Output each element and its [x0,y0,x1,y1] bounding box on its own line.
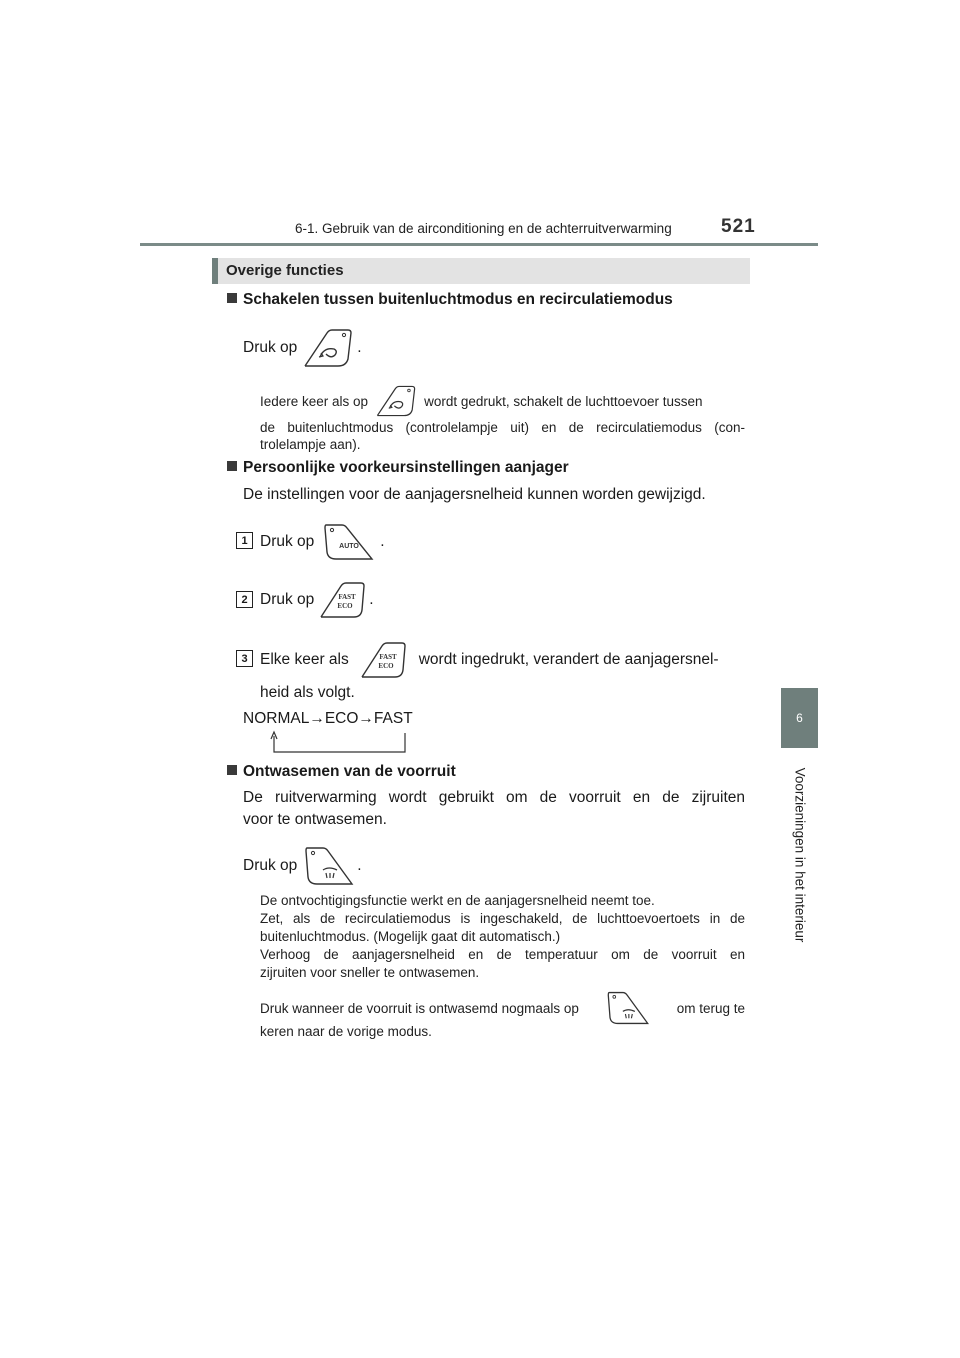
recirc-note-post: wordt gedrukt, schakelt de luchttoevoer tussen [424,393,703,409]
blower-step-3-cont: heid als volgt. [260,684,355,701]
section-bar [212,258,750,284]
auto-button-icon [322,522,376,562]
defog-intro-line2: voor te ontwasemen. [243,811,387,828]
blower-heading [227,459,569,477]
blower-intro: De instellingen voor de aanjagersnelheid kunnen worden gewijzigd. [243,486,706,503]
defog-final-line2: keren naar de vorige modus. [260,1024,432,1039]
step-1-pre: Druk op [260,533,315,550]
recirc-note-line1 [260,381,702,421]
blower-step-3 [260,638,745,682]
blower-step-2 [260,578,374,622]
recirc-heading-text: Schakelen tussen buitenluchtmodus en recirculatiemodus [243,291,673,308]
square-bullet-icon [227,293,237,303]
defog-note-4: Verhoog de aanjagersnelheid en de temperatuur om de voorruit en [260,947,745,962]
blower-step-1 [260,520,385,564]
defog-press-line [243,844,362,888]
chapter-label [781,760,818,950]
defog-press-pre: Druk op [243,857,298,874]
square-bullet-icon [227,461,237,471]
defog-final-post: om terug te [676,1000,745,1016]
defog-note-1: De ontvochtigingsfunctie werkt en de aanjagersnelheid neemt toe. [260,893,655,908]
defog-final-pre: Druk wanneer de voorruit is ontwasemd nogmaals op [260,1000,579,1016]
step-1-post: . [380,533,385,550]
recirc-note-line2: de buitenluchtmodus (controlelampje uit) en de recirculatiemodus (con- [260,420,745,435]
step-number-2: 2 [236,591,253,608]
recirculation-button-icon [373,384,419,418]
cycle-return-arrow-icon [268,730,410,756]
blower-sequence: NORMAL→ECO→FAST [243,710,413,727]
fast-eco-button-icon [318,580,368,620]
recirc-press-pre: Druk op [243,339,298,356]
recirc-press-post: . [357,339,362,356]
chapter-number: 6 [796,711,803,725]
step-2-post: . [369,591,374,608]
header-title: 6-1. Gebruik van de airconditioning en de achterruitverwarming [295,221,672,236]
defroster-button-icon [605,990,651,1026]
defog-heading [227,763,456,781]
defog-intro-line1: De ruitverwarming wordt gebruikt om de voorruit en de zijruiten [243,789,745,806]
step-3-pre: Elke keer als [260,651,349,668]
recirc-note-pre: Iedere keer als op [260,393,369,409]
eco-text: ECO [337,602,353,610]
recirculation-button-icon [302,327,354,369]
recirc-press-line [243,326,362,370]
step-number-1: 1 [236,532,253,549]
chapter-label-text: Voorzieningen in het interieur [792,767,807,943]
header-rule [140,243,818,246]
defog-final-line [260,988,745,1028]
section-title: Overige functies [226,262,344,279]
step-3-post: wordt ingedrukt, verandert de aanjagersnel- [418,651,719,668]
fast-eco-button-icon [359,640,409,680]
step-number-3: 3 [236,650,253,667]
recirc-heading [227,291,673,309]
page-number: 521 [721,216,756,237]
recirc-note-line3: trolelampje aan). [260,437,361,452]
defog-note-3: buitenluchtmodus. (Mogelijk gaat dit automatisch.) [260,929,561,944]
defog-press-post: . [357,857,362,874]
square-bullet-icon [227,765,237,775]
eco-text: ECO [378,662,394,670]
auto-button-text: AUTO [339,543,360,550]
chapter-tab [781,688,818,748]
defog-note-2: Zet, als de recirculatiemodus is ingeschakeld, de luchttoevoertoets in de [260,911,745,926]
blower-heading-text: Persoonlijke voorkeursinstellingen aanjager [243,459,569,476]
step-2-pre: Druk op [260,591,315,608]
fast-text: FAST [338,593,356,601]
defroster-button-icon [303,845,355,887]
defog-note-5: zijruiten voor sneller te ontwasemen. [260,965,480,980]
defog-heading-text: Ontwasemen van de voorruit [243,763,456,780]
fast-text: FAST [379,653,397,661]
